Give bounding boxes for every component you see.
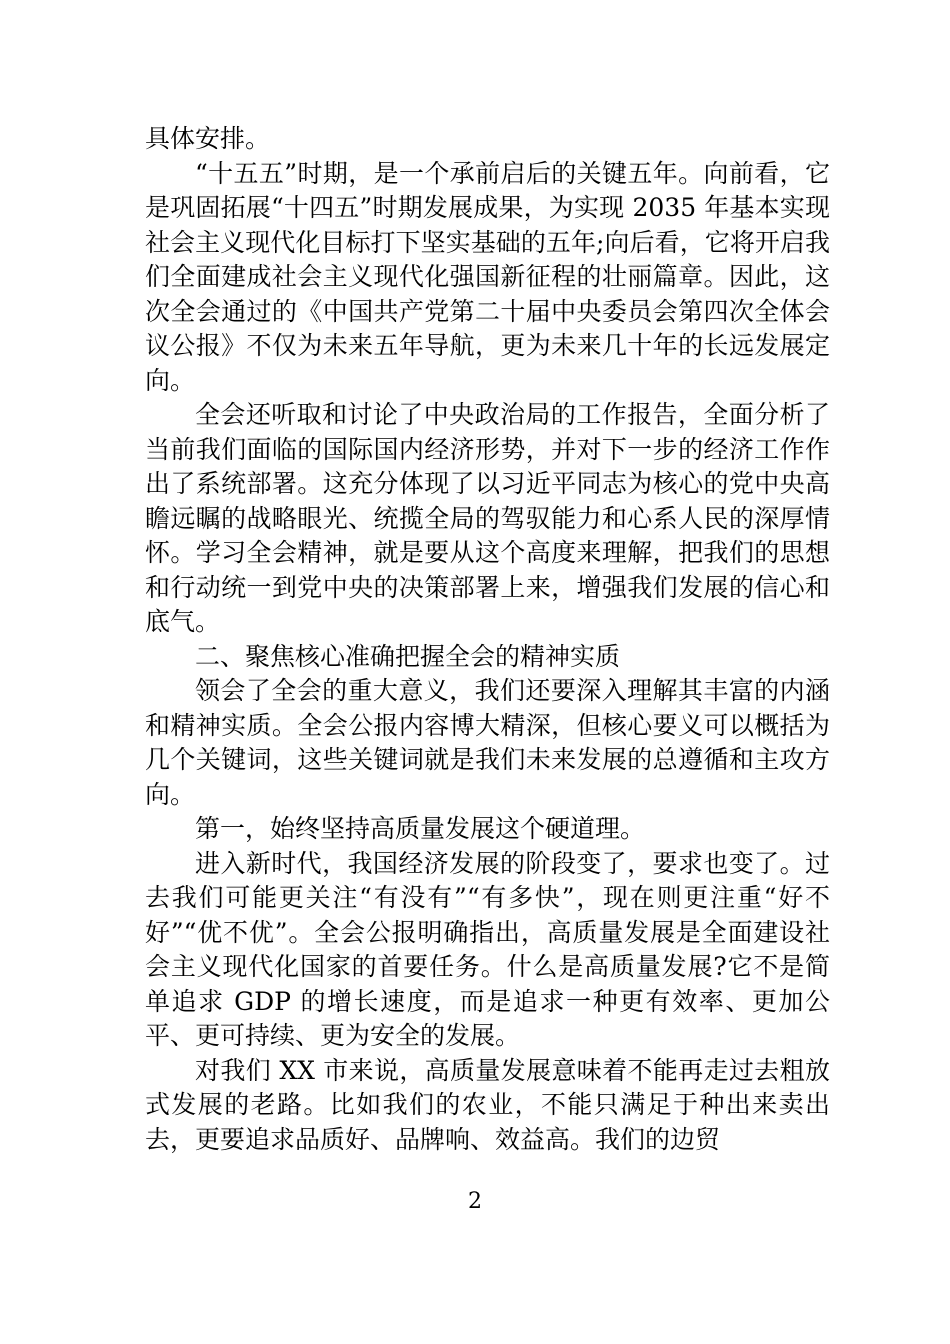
page-number: 2: [468, 1189, 482, 1214]
subheading-first: 第一，始终坚持高质量发展这个硬道理。: [195, 814, 646, 843]
document-body: [145, 122, 830, 1157]
paragraph-5: 进入新时代，我国经济发展的阶段变了，要求也变了。过去我们可能更关注“有没有”“有多快”，现在则更注重“好不好”“优不优”。全会公报明确指出，高质量发展是全面建设社会主义现代化国家的首要任务。什么是高质量发展?它不是简单追求 GDP 的增长速度，而是追求一种更有效率、更加公平、更可持续、更为安全的发展。: [145, 848, 830, 1050]
paragraph-3: 全会还听取和讨论了中央政治局的工作报告，全面分析了当前我们面临的国际国内经济形势，并对下一步的经济工作作出了系统部署。这充分体现了以习近平同志为核心的党中央高瞻远瞩的战略眼光、统揽全局的驾驭能力和心系人民的深厚情怀。学习全会精神，就是要从这个高度来理解，把我们的思想和行动统一到党中央的决策部署上来，增强我们发展的信心和底气。: [145, 400, 830, 636]
paragraph-1: 具体安排。: [145, 124, 271, 153]
paragraph-4: 领会了全会的重大意义，我们还要深入理解其丰富的内涵和精神实质。全会公报内容博大精深，但核心要义可以概括为几个关键词，这些关键词就是我们未来发展的总遵循和主攻方向。: [145, 676, 830, 809]
paragraph-2: “十五五”时期，是一个承前启后的关键五年。向前看，它是巩固拓展“十四五”时期发展成果，为实现 2035 年基本实现社会主义现代化目标打下坚实基础的五年;向后看，它将开启我们全面建成社会主义现代化强国新征程的壮丽篇章。因此，这次全会通过的《中国共产党第二十届中央委员会第四次全体会议公报》不仅为未来五年导航，更为未来几十年的长远发展定向。: [145, 158, 830, 395]
section-heading: 二、聚焦核心准确把握全会的精神实质: [195, 641, 621, 671]
paragraph-6: 对我们 XX 市来说，高质量发展意味着不能再走过去粗放式发展的老路。比如我们的农业，不能只满足于种出来卖出去，更要追求品质好、品牌响、效益高。我们的边贸: [145, 1055, 830, 1154]
